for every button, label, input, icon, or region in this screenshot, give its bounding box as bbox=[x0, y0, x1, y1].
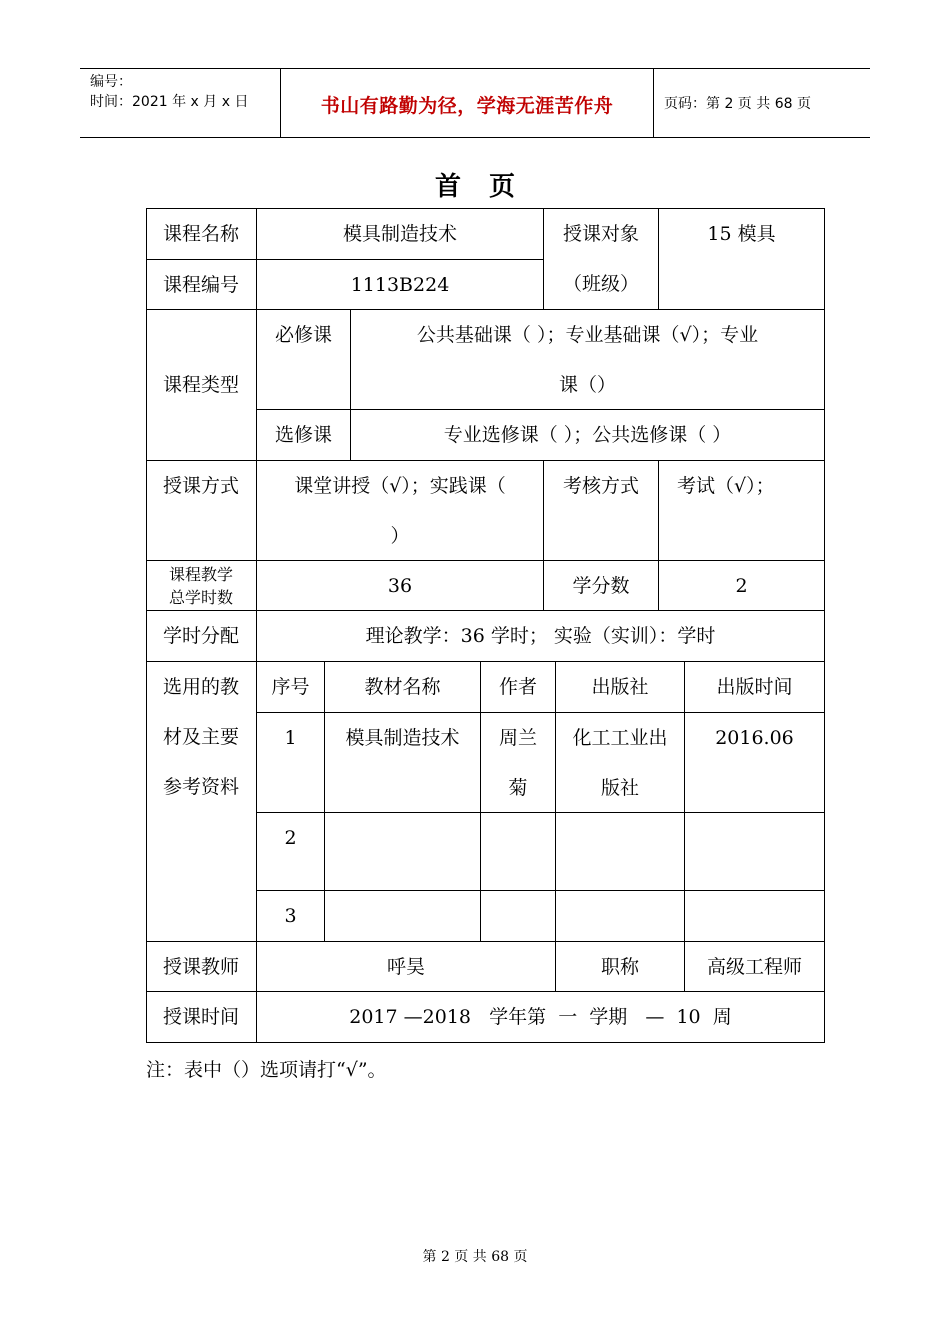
table-row-publisher-line2 bbox=[556, 916, 684, 941]
total-hours-label-line2: 总学时数 bbox=[168, 588, 233, 607]
teaching-time-value: 2017 —2018 学年第 一 学期 — 10 周 bbox=[349, 1006, 732, 1028]
books-header-no: 序号 bbox=[271, 676, 310, 698]
table-row-no: 2 bbox=[284, 827, 297, 849]
course-name-label: 课程名称 bbox=[162, 223, 239, 245]
total-hours-value: 36 bbox=[387, 574, 413, 597]
header-motto: 书山有路勤为径，学海无涯苦作舟 bbox=[320, 95, 614, 117]
target-value: 15 模具 bbox=[707, 223, 776, 245]
title-rank-label: 职称 bbox=[600, 955, 639, 978]
table-row-author-line2 bbox=[481, 916, 555, 941]
header-page-number: 页码：第 2 页 共 68 页 bbox=[664, 96, 811, 112]
assessment-value: 考试（√）； bbox=[677, 475, 775, 497]
document-number-label: 编号： bbox=[90, 74, 132, 90]
table-row-publisher-line1 bbox=[556, 891, 684, 916]
course-code-value: 1113B224 bbox=[350, 273, 450, 296]
table-row-no: 1 bbox=[284, 727, 297, 749]
elective-label: 选修课 bbox=[274, 424, 332, 446]
teaching-time-label: 授课时间 bbox=[162, 1006, 239, 1028]
assessment-label: 考核方式 bbox=[562, 475, 639, 497]
table-row-author-line1: 周兰 bbox=[498, 727, 537, 749]
teacher-label: 授课教师 bbox=[162, 955, 239, 978]
table-row-publisher-line2 bbox=[556, 840, 684, 890]
required-label: 必修课 bbox=[274, 324, 332, 346]
books-header-publisher: 出版社 bbox=[591, 676, 649, 698]
hours-allocation-value: 理论教学：36 学时； 实验（实训）：学时 bbox=[365, 625, 716, 647]
teaching-method-line2: ） bbox=[390, 525, 410, 547]
table-row-no: 3 bbox=[284, 905, 297, 927]
credit-label: 学分数 bbox=[572, 574, 630, 597]
target-label-line1: 授课对象 bbox=[562, 223, 639, 245]
credit-value: 2 bbox=[735, 574, 748, 597]
title-rank-value: 高级工程师 bbox=[706, 955, 802, 978]
textbooks-label-line3: 参考资料 bbox=[162, 776, 239, 798]
document-time-label: 时间：2021 年 x 月 x 日 bbox=[90, 94, 249, 110]
teaching-method-label: 授课方式 bbox=[162, 475, 239, 497]
table-row-name: 模具制造技术 bbox=[345, 727, 460, 749]
elective-options: 专业选修课（ ）；公共选修课（ ） bbox=[443, 424, 732, 446]
table-row-date: 2016.06 bbox=[715, 727, 794, 749]
table-row-author-line1 bbox=[481, 891, 555, 916]
table-row-author-line2 bbox=[481, 840, 555, 890]
page-footer: 第 2 页 共 68 页 bbox=[422, 1249, 528, 1265]
teaching-method-line1: 课堂讲授（√）；实践课（ bbox=[294, 475, 506, 497]
table-row-author-line2: 菊 bbox=[508, 777, 528, 799]
total-hours-label-line1: 课程教学 bbox=[168, 565, 233, 584]
page-title: 首页 bbox=[434, 172, 543, 202]
teacher-value: 呼昊 bbox=[386, 955, 425, 978]
course-name-value: 模具制造技术 bbox=[342, 223, 457, 245]
table-note: 注：表中（）选项请打“√”。 bbox=[146, 1059, 387, 1081]
table-row-date bbox=[685, 891, 824, 941]
textbooks-label-line1: 选用的教 bbox=[162, 676, 239, 698]
books-header-name: 教材名称 bbox=[364, 676, 441, 698]
required-options-line2: 课（） bbox=[558, 374, 616, 396]
textbooks-label-line2: 材及主要 bbox=[162, 726, 239, 748]
hours-allocation-label: 学时分配 bbox=[162, 625, 239, 647]
table-row-name bbox=[325, 813, 480, 863]
table-row-date bbox=[685, 813, 824, 863]
course-type-label: 课程类型 bbox=[162, 374, 239, 396]
course-code-label: 课程编号 bbox=[162, 273, 239, 296]
required-options-line1: 公共基础课（ ）；专业基础课（√）；专业 bbox=[416, 324, 759, 346]
table-row-name bbox=[325, 891, 480, 941]
books-header-author: 作者 bbox=[498, 676, 537, 698]
target-label-line2: （班级） bbox=[562, 273, 639, 295]
table-row-publisher-line2: 版社 bbox=[600, 777, 639, 799]
table-row-publisher-line1: 化工工业出 bbox=[572, 727, 668, 749]
books-header-date: 出版时间 bbox=[716, 676, 793, 698]
